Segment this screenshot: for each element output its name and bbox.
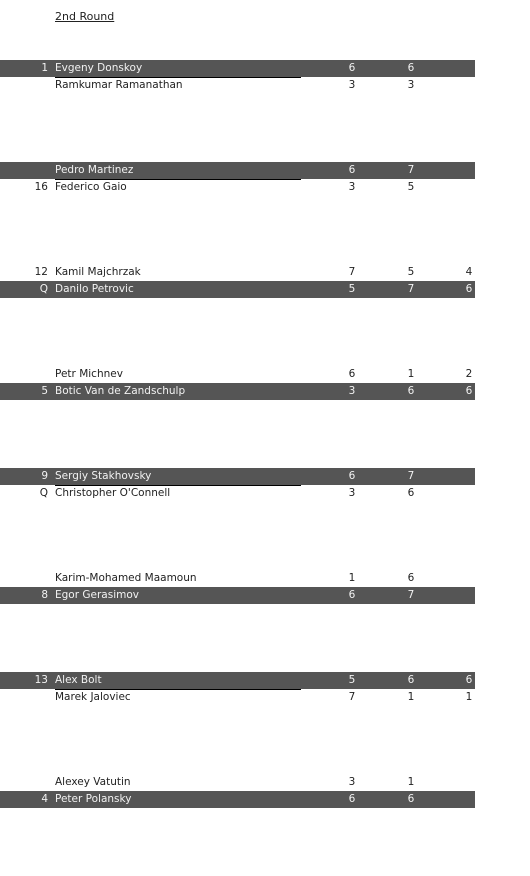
player-row — [0, 791, 475, 808]
player-row — [0, 468, 475, 485]
set-score: 6 — [465, 674, 473, 686]
set-score: 6 — [348, 164, 356, 176]
match — [0, 570, 475, 672]
set-score: 6 — [348, 368, 356, 380]
match — [0, 672, 475, 774]
set-score: 5 — [407, 181, 415, 193]
player-seed: 16 — [34, 181, 48, 193]
player-seed: 5 — [41, 385, 48, 397]
player-row — [0, 366, 475, 383]
set-score: 6 — [465, 385, 473, 397]
player-name: Alex Bolt — [55, 674, 102, 686]
player-seed: 4 — [41, 793, 48, 805]
set-score: 3 — [348, 181, 356, 193]
player-seed: Q — [39, 283, 48, 295]
set-score: 5 — [348, 283, 356, 295]
set-score: 1 — [407, 776, 415, 788]
player-row — [0, 281, 475, 298]
player-seed: 12 — [34, 266, 48, 278]
player-name: Sergiy Stakhovsky — [55, 470, 152, 482]
set-score: 6 — [407, 487, 415, 499]
set-score: 7 — [407, 164, 415, 176]
set-score: 6 — [348, 589, 356, 601]
player-row — [0, 179, 475, 196]
player-seed: 8 — [41, 589, 48, 601]
player-row — [0, 570, 475, 587]
set-score: 5 — [348, 674, 356, 686]
player-row — [0, 77, 475, 94]
set-score: 3 — [348, 487, 356, 499]
player-name: Christopher O'Connell — [55, 487, 171, 499]
player-name: Danilo Petrovic — [55, 283, 134, 295]
set-score: 3 — [348, 385, 356, 397]
set-score: 7 — [348, 691, 356, 703]
player-row — [0, 672, 475, 689]
round-title: 2nd Round — [55, 10, 115, 23]
set-score: 6 — [407, 674, 415, 686]
set-score: 2 — [465, 368, 473, 380]
match — [0, 162, 475, 264]
player-row — [0, 383, 475, 400]
set-score: 6 — [348, 793, 356, 805]
player-name: Pedro Martinez — [55, 164, 134, 176]
set-score: 5 — [407, 266, 415, 278]
player-name: Egor Gerasimov — [55, 589, 139, 601]
set-score: 7 — [407, 589, 415, 601]
match — [0, 468, 475, 570]
set-score: 6 — [465, 283, 473, 295]
set-score: 6 — [407, 572, 415, 584]
player-name: Botic Van de Zandschulp — [55, 385, 186, 397]
set-score: 7 — [348, 266, 356, 278]
player-name: Karim-Mohamed Maamoun — [55, 572, 197, 584]
set-score: 3 — [407, 79, 415, 91]
player-name: Alexey Vatutin — [55, 776, 131, 788]
set-score: 4 — [465, 266, 473, 278]
set-score: 1 — [348, 572, 356, 584]
player-seed: 1 — [41, 62, 48, 74]
set-score: 7 — [407, 470, 415, 482]
set-score: 1 — [465, 691, 473, 703]
player-seed: 13 — [34, 674, 48, 686]
player-seed: Q — [39, 487, 48, 499]
player-name: Petr Michnev — [55, 368, 123, 380]
player-row — [0, 774, 475, 791]
bracket — [0, 60, 475, 876]
set-score: 6 — [407, 793, 415, 805]
player-row — [0, 689, 475, 706]
match — [0, 774, 475, 876]
player-seed: 9 — [41, 470, 48, 482]
match — [0, 366, 475, 468]
player-row — [0, 264, 475, 281]
player-name: Kamil Majchrzak — [55, 266, 141, 278]
player-row — [0, 485, 475, 502]
player-name: Evgeny Donskoy — [55, 62, 143, 74]
set-score: 6 — [348, 470, 356, 482]
set-score: 7 — [407, 283, 415, 295]
match — [0, 60, 475, 162]
match — [0, 264, 475, 366]
player-row — [0, 587, 475, 604]
player-name: Ramkumar Ramanathan — [55, 79, 183, 91]
set-score: 6 — [348, 62, 356, 74]
set-score: 6 — [407, 62, 415, 74]
player-name: Marek Jaloviec — [55, 691, 131, 703]
player-name: Federico Gaio — [55, 181, 127, 193]
set-score: 1 — [407, 691, 415, 703]
player-row — [0, 60, 475, 77]
set-score: 1 — [407, 368, 415, 380]
player-row — [0, 162, 475, 179]
set-score: 3 — [348, 776, 356, 788]
player-name: Peter Polansky — [55, 793, 132, 805]
set-score: 3 — [348, 79, 356, 91]
set-score: 6 — [407, 385, 415, 397]
